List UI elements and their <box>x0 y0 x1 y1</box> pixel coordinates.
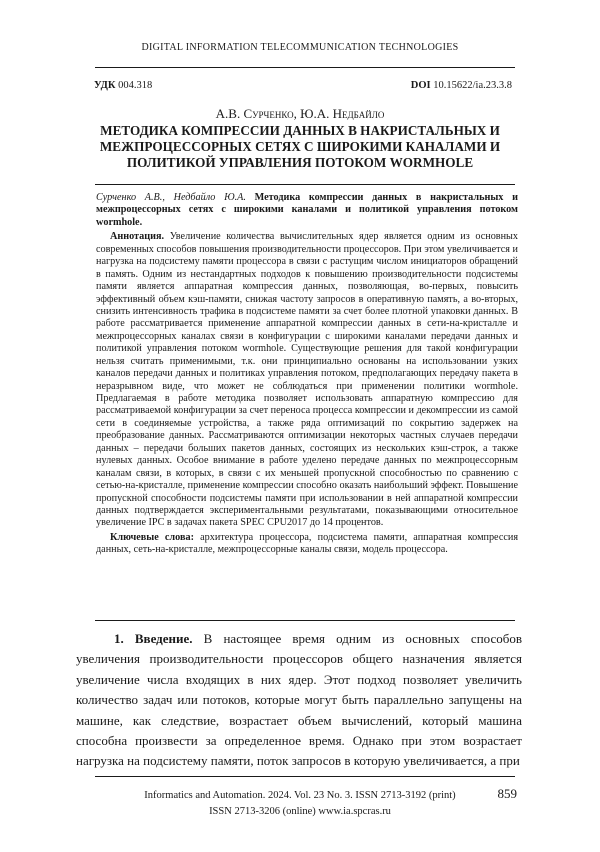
citation <box>96 192 518 229</box>
annotation-label: Аннотация. <box>110 231 165 243</box>
introduction-heading: 1. Введение. <box>114 631 193 646</box>
article-title: МЕТОДИКА КОМПРЕССИИ ДАННЫХ В НАКРИСТАЛЬНЫХ И МЕЖПРОЦЕССОРНЫХ СЕТЯХ С ШИРОКИМИ КАНАЛАМИ И ПОЛИТИКОЙ УПРАВЛЕНИЯ ПОТОКОМ WORMHOLE <box>99 123 501 170</box>
title-divider <box>95 184 515 185</box>
citation-authors: Сурченко А.В., Недбайло Ю.А. <box>96 192 246 203</box>
journal-section-header: DIGITAL INFORMATION TELECOMMUNICATION TECHNOLOGIES <box>141 42 459 53</box>
udk-code <box>94 80 152 91</box>
introduction-paragraph <box>76 629 522 772</box>
footer-issn-line: ISSN 2713-3206 (online) www.ia.spcras.ru <box>209 806 391 818</box>
footer-journal-line: Informatics and Automation. 2024. Vol. 23 No. 3. ISSN 2713-3192 (print) <box>144 790 456 801</box>
udk-label: УДК <box>94 80 116 91</box>
introduction-text: В настоящее время одним из основных способов увеличения производительности процессоров общего назначения является увеличение числа входящих в них ядер. Этот подход позволяет увеличить количество задач или потоков, которые могут быть параллельно запущены на машине, как следствие, возрастает объем вычислений, который машина способна произвести за определенное время. Однако при этом возрастает нагрузка на подсистему памяти, поток запросов в которую увеличивается, а при <box>76 631 522 769</box>
udk-value: 004.318 <box>118 80 153 91</box>
doi-code <box>411 80 512 91</box>
doi-value: 10.15622/ia.23.3.8 <box>433 80 512 91</box>
footer-divider <box>95 776 515 777</box>
abstract-block <box>96 192 518 557</box>
keywords-paragraph <box>96 532 518 557</box>
page-number: 859 <box>497 786 517 801</box>
annotation-text: Увеличение количества вычислительных ядер является одним из основных современных способов повышения производительности процессоров. При этом увеличивается и нагрузка на подсистему памяти процессора в связи с растущим числом инициаторов обращений в память. Одним из нестандартных подходов к повышению производительности подсистемы памяти является аппаратная компрессия данных, позволяющая, во-первых, повысить эффективный объем кэш-памяти, снижая частоту запросов в оперативную память, а во-вторых, снизить интенсивность трафика в подсистеме памяти за счет более плотной упаковки данных. В работе рассматривается применение аппаратной компрессии данных в сети-на-кристалле и межпроцессорных каналах связи в конфигурации с широкими каналами передачи данных и политикой управления потоком wormhole. Существующие решения для такой конфигурации нельзя считать применимыми, т.к. они принципиально основаны на использовании узких каналов передачи данных и политиках управления потоком, предполагающих передачу пакета в неразрывном виде, что может не соблюдаться при применении политики wormhole. Предлагаемая в работе методика позволяет использовать аппаратную компрессию для рассматриваемой конфигурации за счет переноса процесса компрессии и декомпрессии из самой сети в соединяемые устройства, а также ряда оптимизаций по сокрытию задержек на преобразование данных. Рассматриваются оптимизации некоторых частных случаев передачи данных – передачи больших пакетов данных, состоящих из нескольких кэш-строк, а также нулевых данных. Особое внимание в работе уделено передаче данных по межпроцессорным каналам связи, в которых, в связи с их меньшей пропускной способностью по сравнению с сетью-на-кристалле, применение компрессии способно оказать наибольший эффект. Повышение пропускной способности подсистемы памяти при использовании в ней аппаратной компрессии данных подтверждается экспериментальными результатами, показывающими относительное увеличение IPC в задачах пакета SPEC CPU2017 до 14 процентов. <box>96 231 518 529</box>
header-divider <box>95 67 515 68</box>
citation-title: Методика компрессии данных в накристальных и межпроцессорных сетях с широкими каналами и политикой управления потоком wormhole. <box>96 192 518 228</box>
keywords-text: архитектура процессора, подсистема памяти, аппаратная компрессия данных, сеть-на-кристалле, межпроцессорные каналы связи, модель процессора. <box>96 531 519 556</box>
annotation-paragraph <box>96 231 518 530</box>
abstract-divider <box>95 620 515 621</box>
keywords-label: Ключевые слова: <box>110 531 194 543</box>
article-authors: А.В. Сурченко, Ю.А. Недбайло <box>215 106 385 121</box>
doi-label: DOI <box>410 80 431 91</box>
